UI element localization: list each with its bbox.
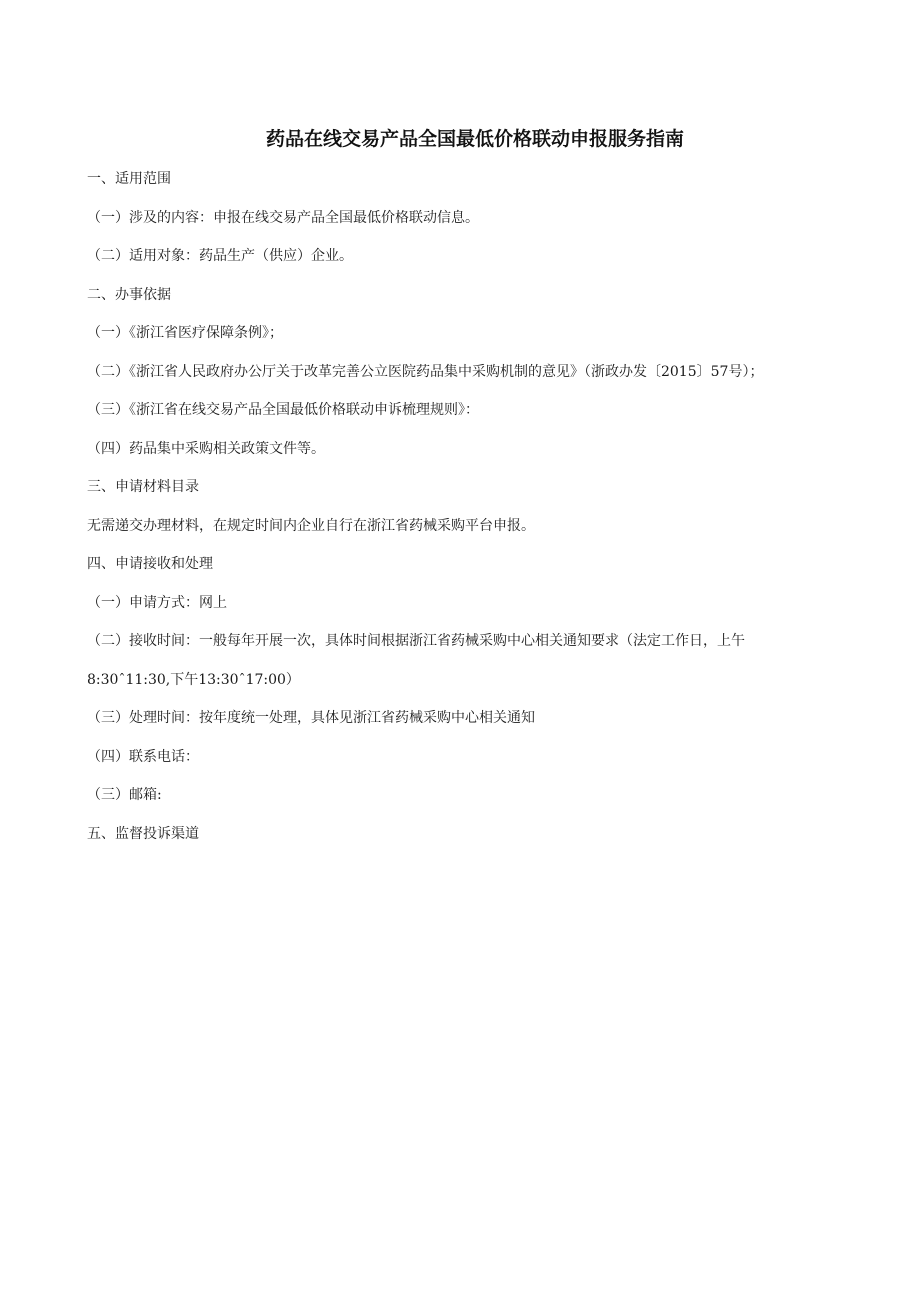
paragraph-application-time: （二）接收时间：一般每年开展一次，具体时间根据浙江省药械采购中心相关通知要求（法定工作日，上午 <box>87 633 745 649</box>
paragraph-materials: 无需递交办理材料，在规定时间内企业自行在浙江省药械采购平台申报。 <box>87 517 535 534</box>
document-title: 药品在线交易产品全国最低价格联动申报服务指南 <box>265 128 684 150</box>
paragraph-application-method: （一）申请方式：网上 <box>87 594 227 611</box>
section-heading-materials: 三、申请材料目录 <box>87 479 199 495</box>
paragraph-basis-3: （三）《浙江省在线交易产品全国最低价格联动申诉梳理规则》： <box>87 402 479 418</box>
paragraph-basis-4: （四）药品集中采购相关政策文件等。 <box>87 440 325 457</box>
paragraph-basis-1: （一）《浙江省医疗保障条例》； <box>87 325 283 341</box>
section-heading-basis: 二、办事依据 <box>87 286 171 303</box>
section-heading-supervision: 五、监督投诉渠道 <box>87 825 199 842</box>
section-heading-scope: 一、适用范围 <box>87 171 171 187</box>
paragraph-contact-phone: （四）联系电话： <box>87 748 199 765</box>
paragraph-scope-target: （二）适用对象：药品生产（供应）企业。 <box>87 248 353 264</box>
paragraph-application-time-cont: 8:30ˆ11:30,下午13:30ˆ17:00） <box>87 671 300 688</box>
document-body <box>87 170 867 863</box>
section-heading-application: 四、申请接收和处理 <box>87 556 213 572</box>
paragraph-email: （三）邮箱: <box>87 787 162 803</box>
paragraph-processing-time: （三）处理时间：按年度统一处理，具体见浙江省药械采购中心相关通知 <box>87 710 535 726</box>
paragraph-basis-2: （二）《浙江省人民政府办公厅关于改革完善公立医院药品集中采购机制的意见》（浙政办发〔2015〕57号）； <box>87 363 764 380</box>
paragraph-scope-content: （一）涉及的内容：申报在线交易产品全国最低价格联动信息。 <box>87 209 479 226</box>
